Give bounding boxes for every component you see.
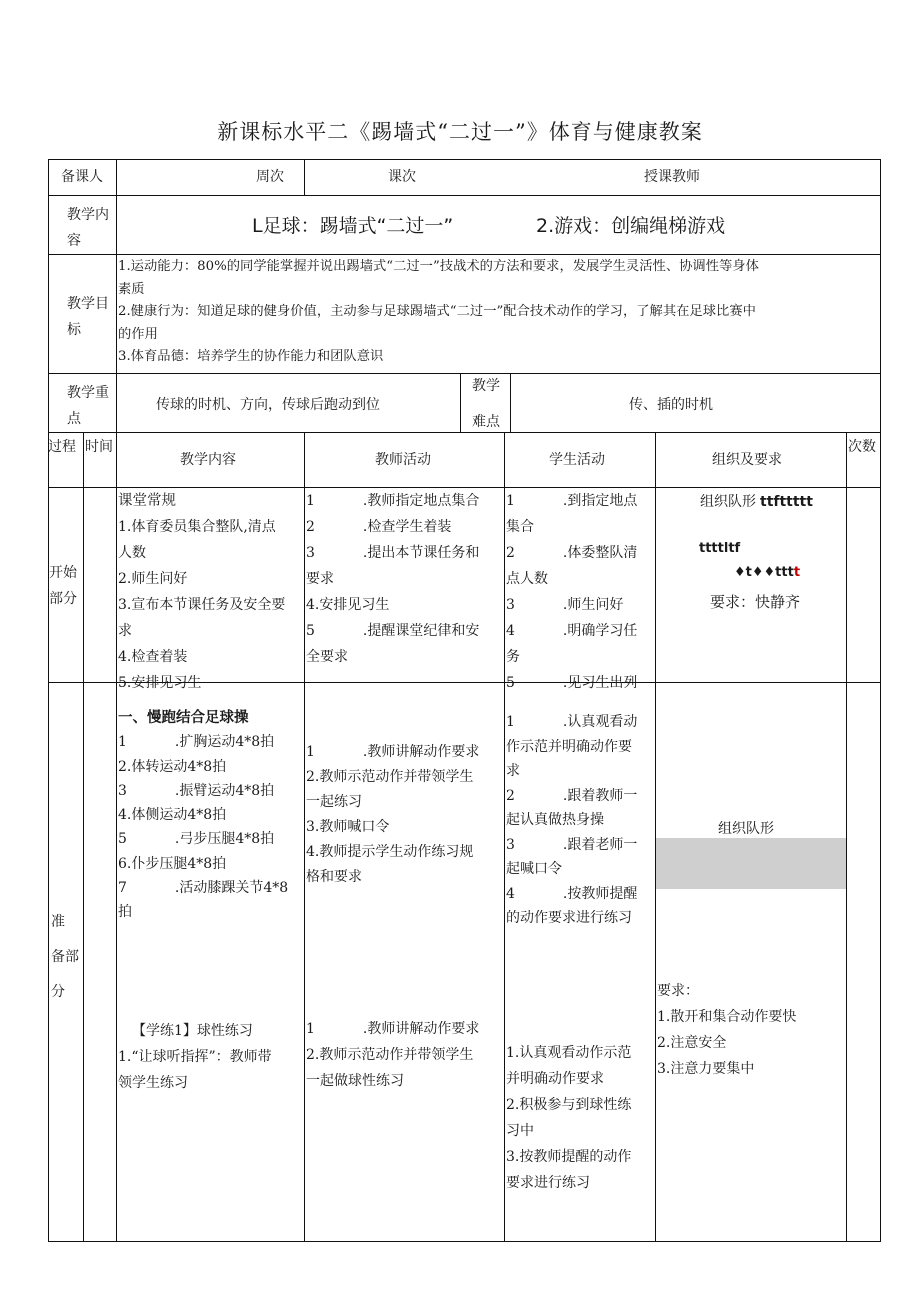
start-org-requirement: 要求：快静齐: [710, 593, 801, 611]
start-content: 课堂常规 1.体育委员集合整队,清点 人数 2.师生问好 3.宣布本节课任务及安全要 求 4.检查着装 5.安排见习生: [118, 493, 286, 691]
prep-org-label: 组织队形: [718, 821, 774, 837]
col-content: 教学内容: [180, 452, 236, 468]
week-label: 周次: [256, 169, 284, 185]
start-org-glyph-3: ♦t♦♦tttt: [734, 565, 801, 580]
key-point: 传球的时机、方向，传球后跑动到位: [156, 397, 380, 413]
preparer-label: 备课人: [61, 169, 103, 185]
difficulty-label: 教学 难点: [472, 378, 500, 430]
lesson-label: 课次: [388, 169, 416, 185]
page-title: 新课标水平二《踢墙式“二过一”》体育与健康教案: [217, 120, 703, 144]
content-label: 教学内 容: [67, 207, 109, 249]
goals-label: 教学目 标: [67, 296, 109, 338]
difficulty: 传、插的时机: [629, 397, 713, 413]
prep-student: 1 .认真观看动 作示范并明确动作要 求 2 .跟着教师一 起认真做热身操 3 .跟着老师一 起喊口令 4 .按教师提醒 的动作要求进行练习: [506, 714, 638, 926]
prep-content: 一、慢跑结合足球操 1 .扩胸运动4*8拍 2.体转运动4*8拍 3 .振臂运动4*8拍 4.体侧运动4*8拍 5 .弓步压腿4*8拍 6.仆步压腿4*8拍 7 .活动膝踝关节4*8 拍: [118, 710, 289, 921]
practice-requirements: 要求： 1.散开和集合动作要快 2.注意安全 3.注意力要集中: [657, 983, 797, 1077]
col-time: 时间: [85, 439, 113, 455]
teacher-label: 授课教师: [644, 169, 700, 185]
goals-text: 1.运动能力：80%的同学能掌握并说出踢墙式“二过一”技战术的方法和要求，发展学生灵活性、协调性等身体 素质 2.健康行为：知道足球的健身价值，主动参与足球踢墙式“二过一”配合技术动作的学习，了解其在足球比赛中 的作用 3.体育品德：培养学生的协作能力和团队意识: [118, 259, 759, 364]
prep-section-label: 准 备部 分: [51, 914, 79, 1000]
practice-teacher: 1 .教师讲解动作要求 2.教师示范动作并带领学生 一起做球性练习: [306, 1021, 480, 1089]
col-student: 学生活动: [549, 452, 605, 468]
prep-teacher: 1 .教师讲解动作要求 2.教师示范动作并带领学生 一起练习 3.教师喊口令 4.教师提示学生动作练习规 格和要求: [306, 744, 480, 885]
focus-label: 教学重 点: [67, 385, 109, 427]
content-item-2: 2.游戏：创编绳梯游戏: [536, 215, 726, 237]
practice-student: 1.认真观看动作示范 并明确动作要求 2.积极参与到球性练 习中 3.按教师提醒的动作 要求进行练习: [506, 1045, 632, 1191]
start-teacher: 1 .教师指定地点集合 2 .检查学生着装 3 .提出本节课任务和 要求 4.安排见习生 5 .提醒课堂纪律和安 全要求: [306, 493, 480, 665]
content-item-1: L足球：踢墙式“二过一”: [252, 215, 454, 237]
start-org-glyph-2: ttttltf: [699, 541, 741, 556]
start-org-formation: 组织队形 ttfttttt: [700, 494, 813, 510]
formation-diagram-placeholder: [656, 838, 846, 889]
col-organization: 组织及要求: [712, 452, 782, 468]
col-process: 过程: [48, 439, 76, 455]
col-teacher: 教师活动: [375, 452, 431, 468]
col-count: 次数: [848, 439, 876, 455]
start-section-label: 开始 部分: [49, 565, 77, 607]
start-student: 1 .到指定地点 集合 2 .体委整队清 点人数 3 .师生问好 4 .明确学习任 务 5 .见习生出列: [506, 493, 638, 690]
practice-content: 【学练1】球性练习 1.“让球听指挥”：教师带 领学生练习: [118, 1023, 272, 1091]
